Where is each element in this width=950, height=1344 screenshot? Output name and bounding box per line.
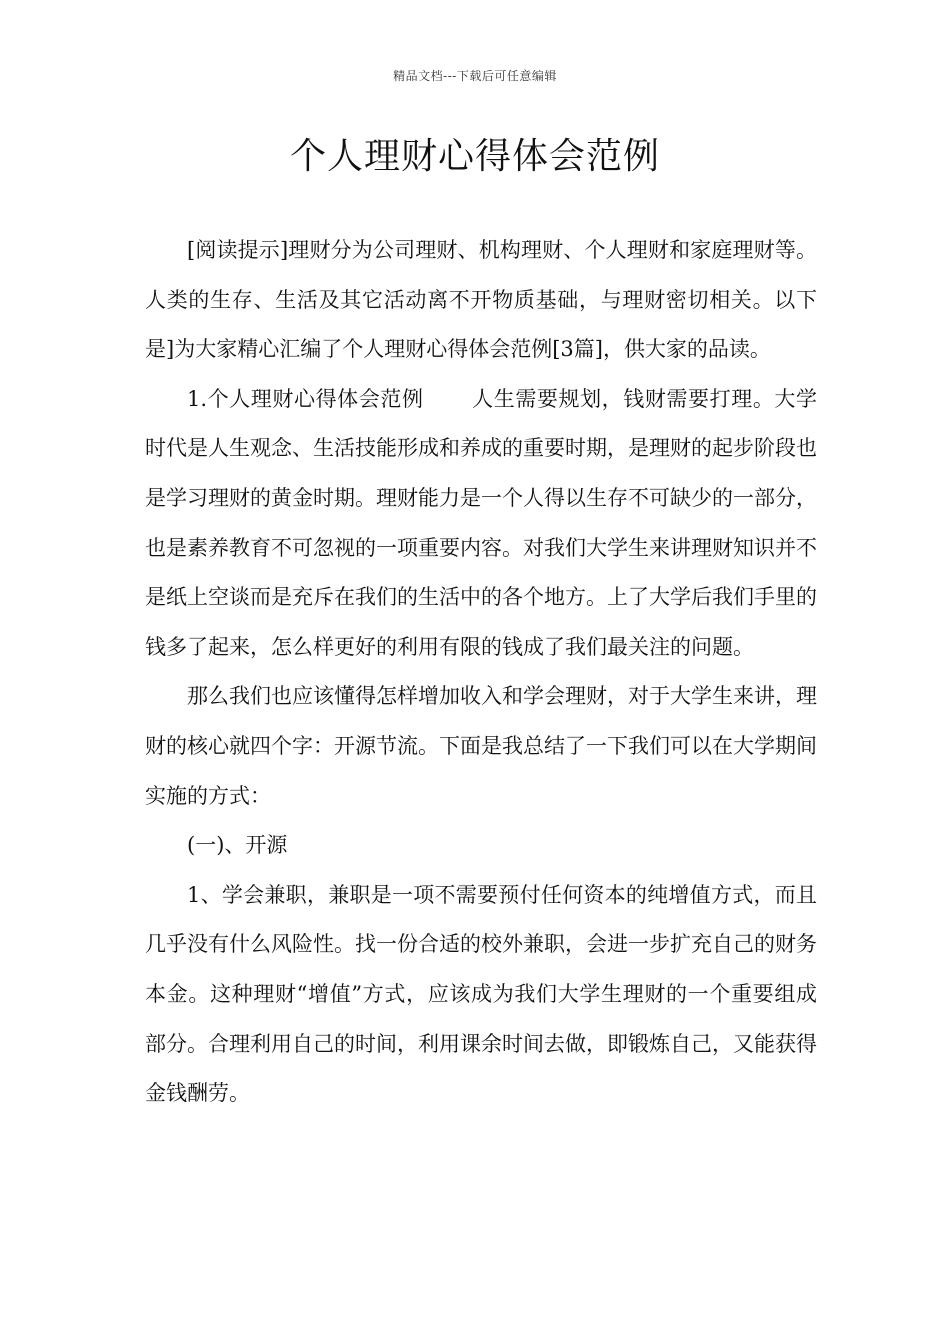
paragraph-intro: [阅读提示]理财分为公司理财、机构理财、个人理财和家庭理财等。人类的生存、生活及其它活动离不开物质基础，与理财密切相关。以下是]为大家精心汇编了个人理财心得体会范例[3篇]，供大家的品读。 bbox=[145, 238, 817, 362]
document-title: 个人理财心得体会范例 bbox=[289, 136, 660, 177]
header-note: 精品文档---下载后可任意编辑 bbox=[393, 69, 557, 83]
section-body: 人生需要规划，钱财需要打理。大学时代是人生观念、生活技能形成和养成的重要时期，是理财的起步阶段也是学习理财的黄金时期。理财能力是一个人得以生存不可缺少的一部分，也是素养教育不可忽视的一项重要内容。对我们大学生来讲理财知识并不是纸上空谈而是充斥在我们的生活中的各个地方。上了大学后我们手里的钱多了起来，怎么样更好的利用有限的钱成了我们最关注的问题。 bbox=[145, 386, 817, 659]
paragraph-section-1 bbox=[145, 375, 817, 673]
subheading-kaiyuan: (一)、开源 bbox=[187, 833, 288, 858]
paragraph-part-time-job: 1、学会兼职，兼职是一项不需要预付任何资本的纯增值方式，而且几乎没有什么风险性。找一份合适的校外兼职，会进一步扩充自己的财务本金。这种理财“增值”方式，应该成为我们大学生理财的一个重要组成部分。合理利用自己的时间，利用课余时间去做，即锻炼自己，又能获得金钱酬劳。 bbox=[145, 882, 817, 1106]
paragraph-kaiyuan-jieliu: 那么我们也应该懂得怎样增加收入和学会理财，对于大学生来讲，理财的核心就四个字：开源节流。下面是我总结了一下我们可以在大学期间实施的方式： bbox=[145, 684, 817, 808]
document-body bbox=[145, 226, 817, 1119]
section-heading: 1.个人理财心得体会范例 bbox=[187, 386, 424, 411]
